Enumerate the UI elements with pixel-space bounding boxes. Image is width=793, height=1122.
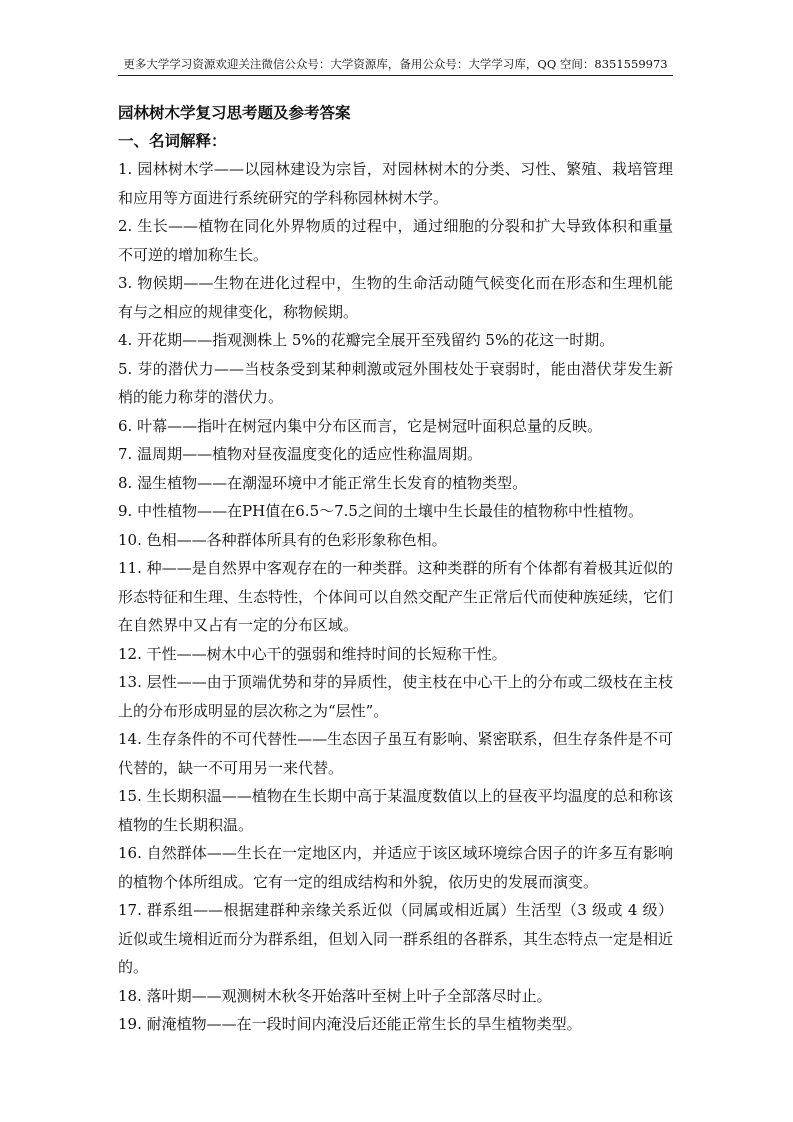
definition-item: 5. 芽的潜伏力——当枝条受到某种刺激或冠外围枝处于衰弱时，能由潜伏芽发生新梢的能力称芽的潜伏力。 xyxy=(118,359,673,406)
definition-item: 4. 开花期——指观测株上 5%的花瓣完全展开至残留约 5%的花这一时期。 xyxy=(118,331,615,349)
definition-item: 2. 生长——植物在同化外界物质的过程中，通过细胞的分裂和扩大导致体积和重量不可逆的增加称生长。 xyxy=(118,217,673,264)
definition-item: 19. 耐淹植物——在一段时间内淹没后还能正常生长的旱生植物类型。 xyxy=(118,1015,582,1033)
definition-item: 10. 色相——各种群体所具有的色彩形象称色相。 xyxy=(118,530,447,549)
page-header: 更多大学学习资源欢迎关注微信公众号：大学资源库，备用公众号：大学学习库，QQ 空间：8351559973 xyxy=(118,56,673,76)
definition-item: 13. 层性——由于顶端优势和芽的异质性，使主枝在中心干上的分布或二级枝在主枝上的分布形成明显的层次称之为“层性”。 xyxy=(118,673,673,720)
document-body xyxy=(118,99,673,1039)
definition-item: 11. 种——是自然界中客观存在的一种类群。这种类群的所有个体都有着极其近似的形态特征和生理、生态特性，个体间可以自然交配产生正常后代而使种族延续，它们在自然界中又占有一定的分布区域。 xyxy=(118,559,674,634)
definition-item: 9. 中性植物——在PH值在6.5～7.5之间的土壤中生长最佳的植物称中性植物。 xyxy=(118,502,643,520)
definition-item: 17. 群系组——根据建群种亲缘关系近似（同属或相近属）生活型（3 级或 4 级）近似或生境相近而分为群系组，但划入同一群系组的各群系，其生态特点一定是相近的。 xyxy=(118,901,674,976)
section-heading: 一、名词解释： xyxy=(118,131,227,150)
definition-item: 12. 干性——树木中心干的强弱和维持时间的长短称干性。 xyxy=(118,644,507,663)
definition-item: 3. 物候期——生物在进化过程中，生物的生命活动随气候变化而在形态和生理机能有与之相应的规律变化，称物候期。 xyxy=(118,274,673,321)
definition-item: 8. 湿生植物——在潮湿环境中才能正常生长发育的植物类型。 xyxy=(118,473,528,492)
document-title: 园林树木学复习思考题及参考答案 xyxy=(118,103,351,122)
definition-item: 7. 温周期——植物对昼夜温度变化的适应性称温周期。 xyxy=(118,445,483,463)
definition-list xyxy=(118,155,673,1039)
definition-item: 1. 园林树木学——以园林建设为宗旨，对园林树木的分类、习性、繁殖、栽培管理和应用等方面进行系统研究的学科称园林树木学。 xyxy=(118,160,673,207)
definition-item: 15. 生长期积温——植物在生长期中高于某温度数值以上的昼夜平均温度的总和称该植物的生长期积温。 xyxy=(118,787,673,834)
definition-item: 14. 生存条件的不可代替性——生态因子虽互有影响、紧密联系，但生存条件是不可代替的，缺一不可用另一来代替。 xyxy=(118,730,673,777)
definition-item: 16. 自然群体——生长在一定地区内，并适应于该区域环境综合因子的许多互有影响的植物个体所组成。它有一定的组成结构和外貌，依历史的发展而演变。 xyxy=(118,844,673,891)
definition-item: 6. 叶幕——指叶在树冠内集中分布区而言，它是树冠叶面积总量的反映。 xyxy=(118,416,603,435)
definition-item: 18. 落叶期——观测树木秋冬开始落叶至树上叶子全部落尽时止。 xyxy=(118,986,552,1005)
